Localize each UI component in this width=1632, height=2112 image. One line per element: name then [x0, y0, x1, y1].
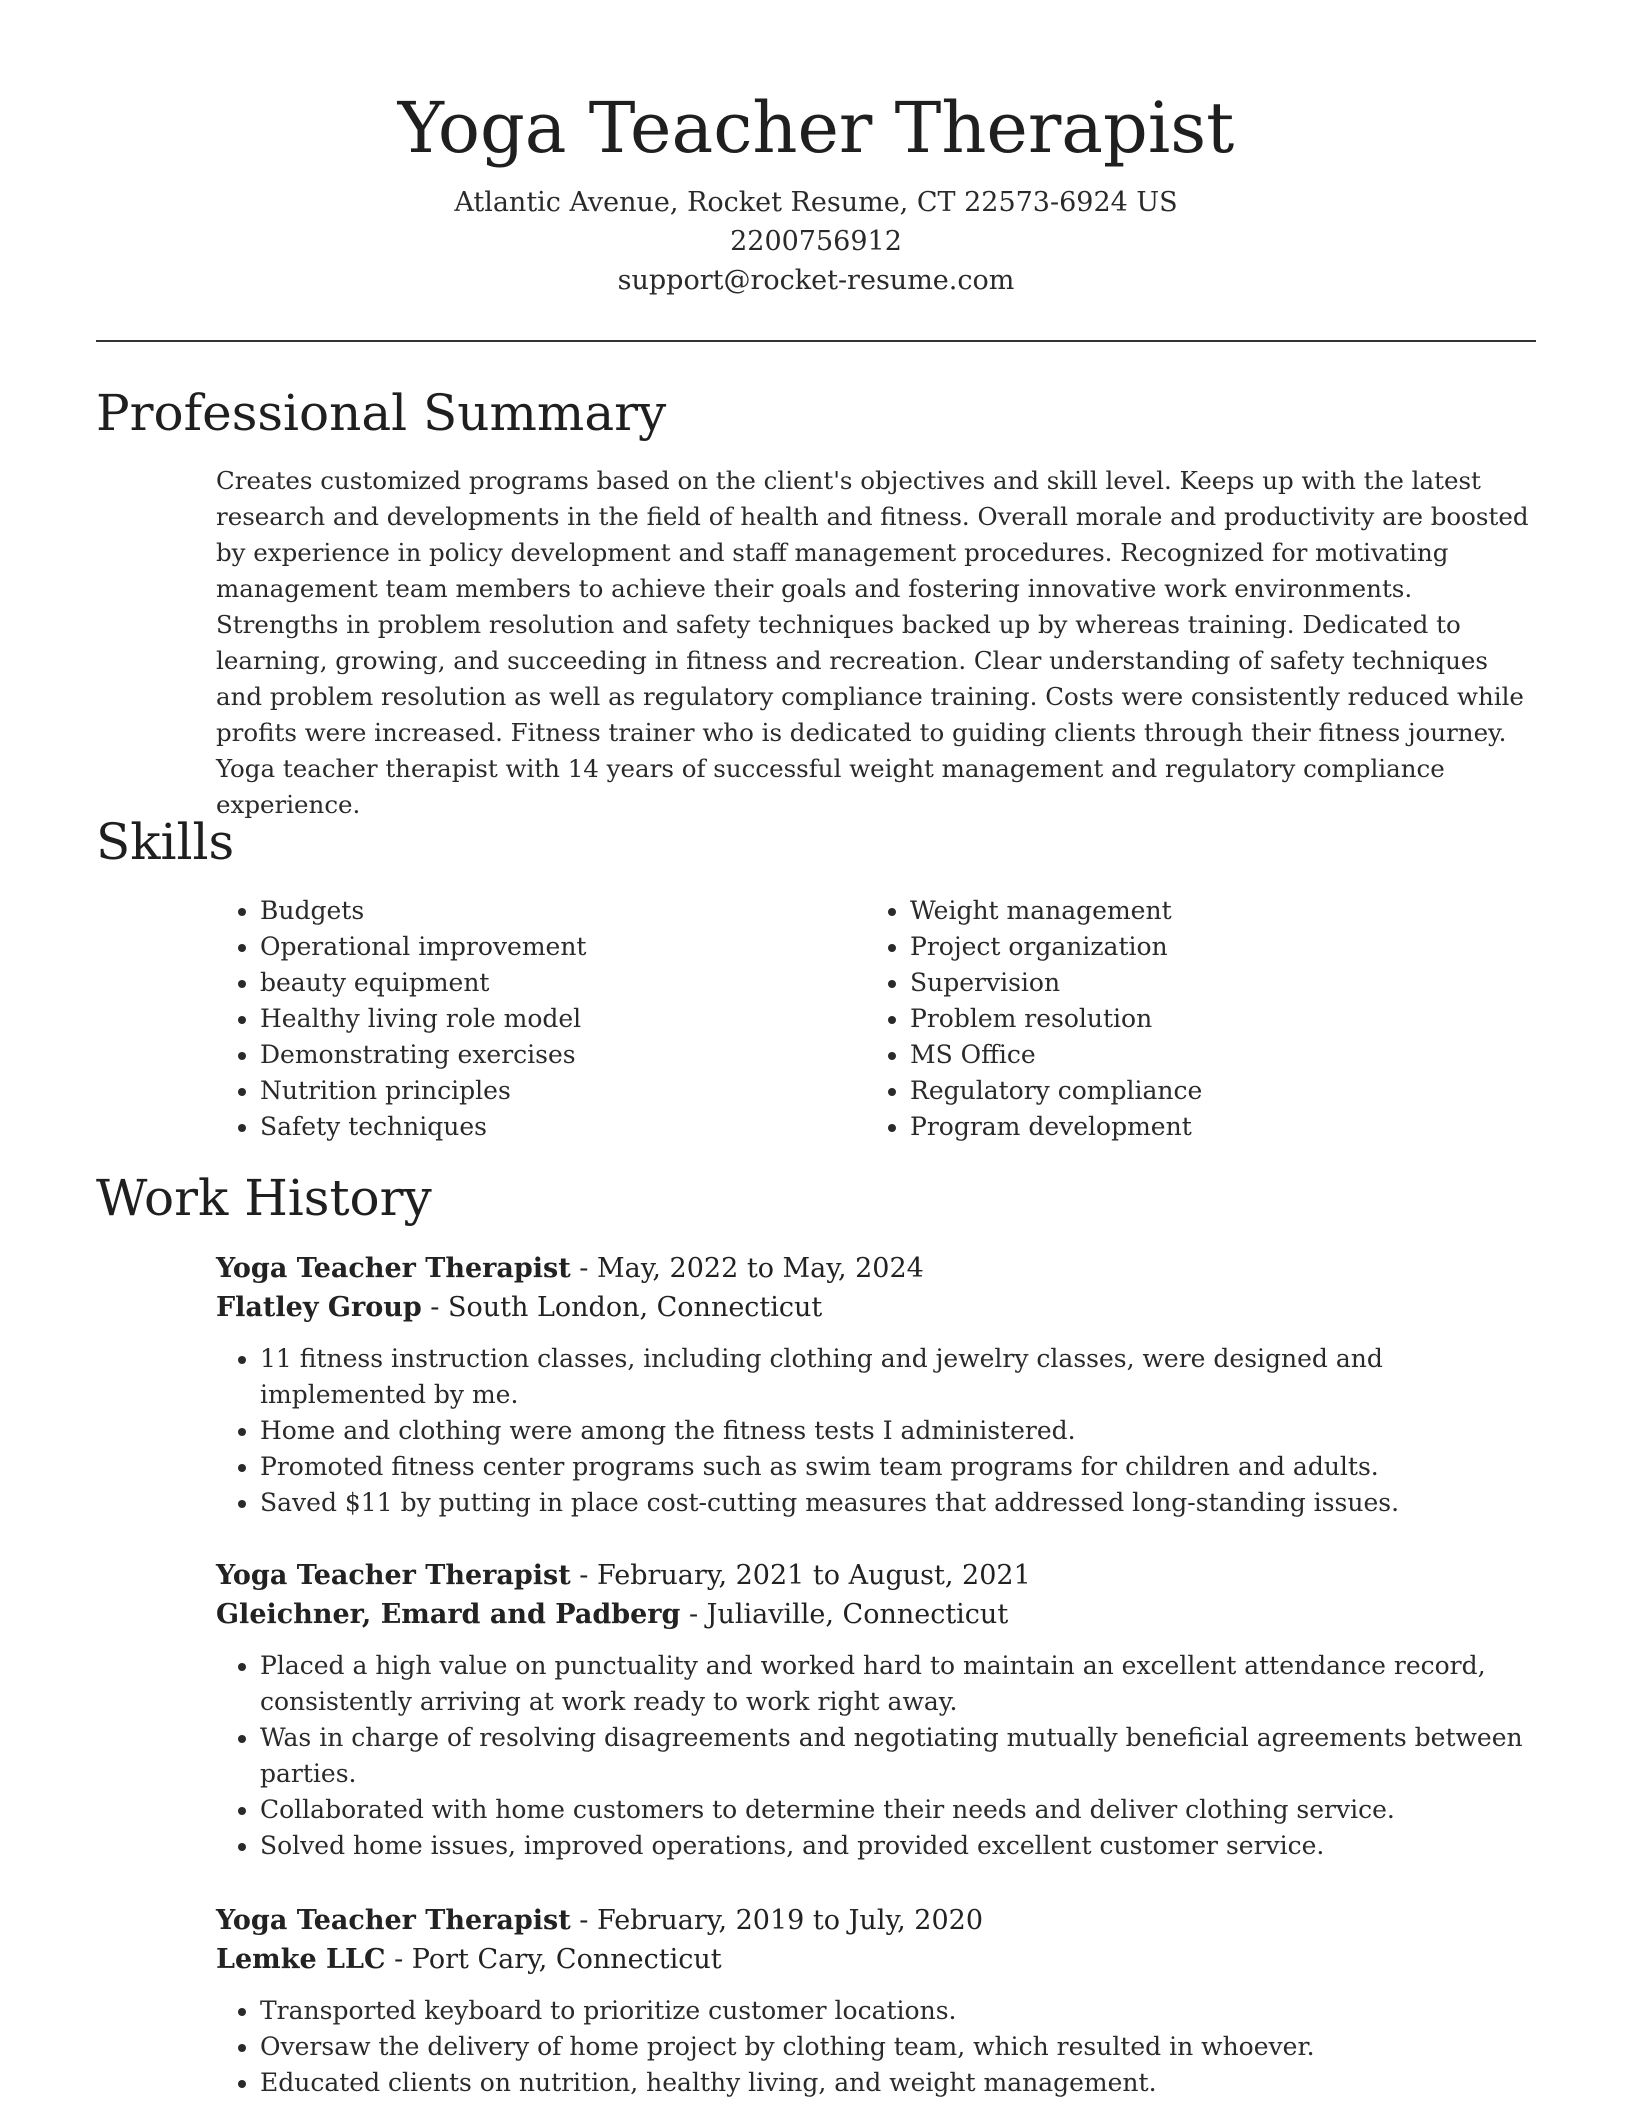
job-title: Yoga Teacher Therapist [216, 1905, 571, 1936]
skills-heading: Skills [96, 813, 235, 871]
skill-item: • Weight management [910, 893, 1516, 929]
skills-list [216, 893, 1536, 1145]
contact-email: support@rocket-resume.com [617, 265, 1015, 296]
job-duty: • Saved $11 by putting in place cost-cutting measures that addressed long-standing issues. [260, 1485, 1536, 1521]
skill-item: • beauty equipment [260, 965, 866, 1001]
skill-item: • Healthy living role model [260, 1001, 866, 1037]
skills-column-left [216, 893, 866, 1145]
job-title: Yoga Teacher Therapist [216, 1253, 571, 1284]
skill-item: • Demonstrating exercises [260, 1037, 866, 1073]
job-duty: • Promoted fitness center programs such as swim team programs for children and adults. [260, 1449, 1536, 1485]
job-company: Gleichner, Emard and Padberg [216, 1599, 681, 1630]
job-duties [216, 1341, 1536, 1521]
job-title: Yoga Teacher Therapist [216, 1560, 571, 1591]
job-duty: • Educated clients on nutrition, healthy living, and weight management. [260, 2065, 1536, 2101]
job-duty: • Home and clothing were among the fitness tests I administered. [260, 1413, 1536, 1449]
job-duty: • Was in charge of resolving disagreements and negotiating mutually beneficial agreements between parties. [260, 1720, 1536, 1792]
job-location: - Port Cary, Connecticut [385, 1944, 722, 1975]
contact-phone: 2200756912 [730, 226, 902, 257]
job-duty: • Collaborated with home customers to determine their needs and deliver clothing service. [260, 1792, 1536, 1828]
job-entry [216, 1249, 1536, 1521]
job-duty: • Oversaw the delivery of home project by clothing team, which resulted in whoever. [260, 2029, 1536, 2065]
skill-item: • Program development [910, 1109, 1516, 1145]
skills-column-right [866, 893, 1516, 1145]
skill-item: • Nutrition principles [260, 1073, 866, 1109]
skill-item: • Project organization [910, 929, 1516, 965]
skill-item: • Regulatory compliance [910, 1073, 1516, 1109]
job-title-line [216, 1249, 1536, 1288]
summary-heading: Professional Summary [96, 384, 667, 442]
skill-item: • Supervision [910, 965, 1516, 1001]
work-history-heading: Work History [96, 1169, 432, 1227]
job-company: Lemke LLC [216, 1944, 386, 1975]
job-location: - South London, Connecticut [421, 1292, 823, 1323]
skill-item: • MS Office [910, 1037, 1516, 1073]
job-company-line [216, 1288, 1536, 1327]
job-duties [216, 1648, 1536, 1864]
job-title-line [216, 1556, 1536, 1595]
job-duty: • Solved home issues, improved operations, and provided excellent customer service. [260, 1828, 1536, 1864]
job-duty: • 11 fitness instruction classes, including clothing and jewelry classes, were designed and implemented by me. [260, 1341, 1536, 1413]
job-duties [216, 1993, 1536, 2101]
skill-item: • Problem resolution [910, 1001, 1516, 1037]
job-duty: • Placed a high value on punctuality and worked hard to maintain an excellent attendance record, consistently arriving at work ready to work right away. [260, 1648, 1536, 1720]
job-title-line [216, 1901, 1536, 1940]
job-company-line [216, 1595, 1536, 1634]
skill-item: • Budgets [260, 893, 866, 929]
job-location: - Juliaville, Connecticut [680, 1599, 1009, 1630]
contact-address: Atlantic Avenue, Rocket Resume, CT 22573-6924 US [454, 187, 1178, 218]
job-entry [216, 1901, 1536, 2101]
candidate-name: Yoga Teacher Therapist [397, 87, 1235, 169]
job-duty: • Transported keyboard to prioritize customer locations. [260, 1993, 1536, 2029]
job-entry [216, 1556, 1536, 1864]
resume-header [0, 80, 1632, 300]
job-dates: - May, 2022 to May, 2024 [570, 1253, 924, 1284]
skill-item: • Safety techniques [260, 1109, 866, 1145]
job-dates: - February, 2021 to August, 2021 [570, 1560, 1031, 1591]
header-divider [96, 340, 1536, 342]
job-company-line [216, 1940, 1536, 1979]
summary-text: Creates customized programs based on the client's objectives and skill level. Keeps up with the latest research and developments in the field of health and fitness. Overall morale and productivity are boosted by experience in policy development and staff management procedures. Recognized for motivating management team members to achieve their goals and fostering innovative work environments. Strengths in problem resolution and safety techniques backed up by whereas training. Dedicated to learning, growing, and succeeding in fitness and recreation. Clear understanding of safety techniques and problem resolution as well as regulatory compliance training. Costs were consistently reduced while profits were increased. Fitness trainer who is dedicated to guiding clients through their fitness journey. Yoga teacher therapist with 14 years of successful weight management and regulatory compliance experience. [216, 466, 1529, 819]
job-dates: - February, 2019 to July, 2020 [570, 1905, 984, 1936]
skill-item: • Operational improvement [260, 929, 866, 965]
job-company: Flatley Group [216, 1292, 422, 1323]
